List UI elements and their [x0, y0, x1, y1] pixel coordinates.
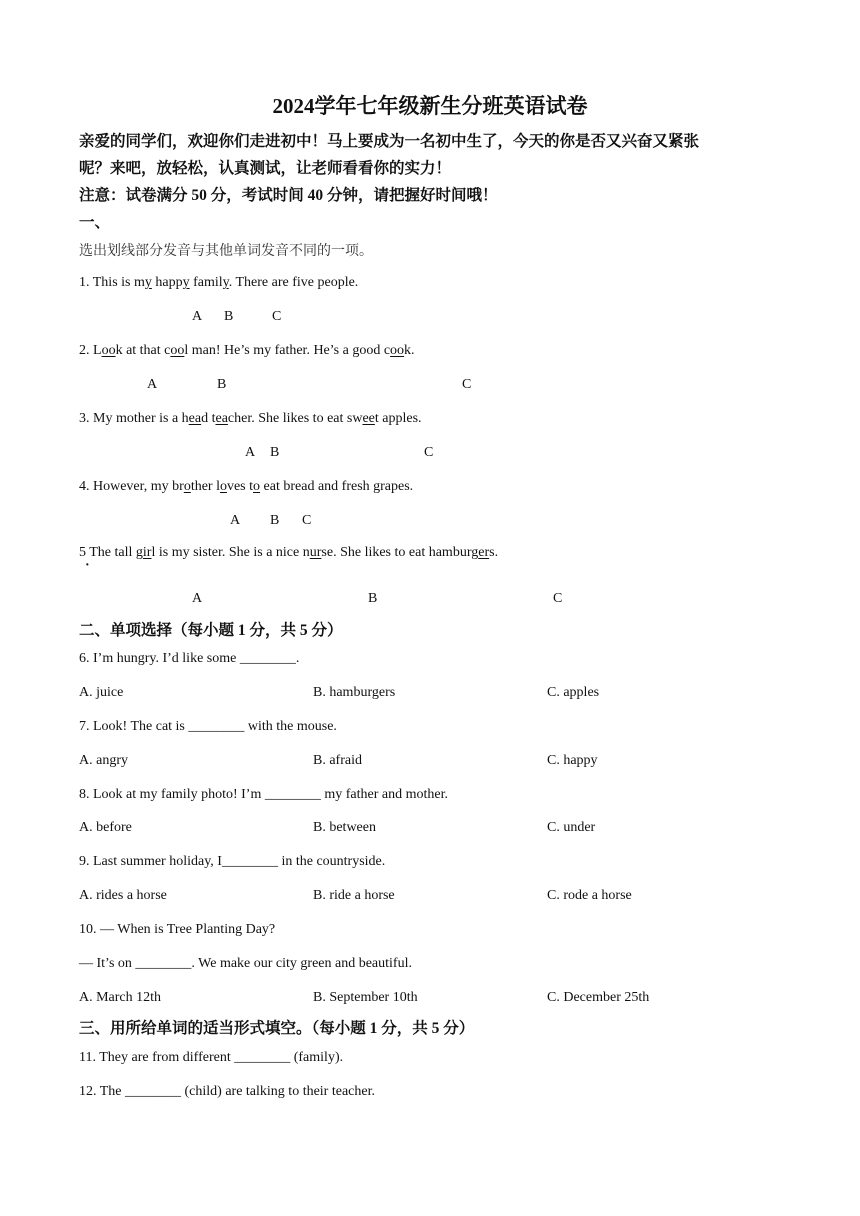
question-5: 5 The tall girl is my sister. She is a nice nurse. She likes to eat hamburgers. — [79, 545, 499, 560]
question-8-stem: 8. Look at my family photo! I’m ________ my father and mother. — [79, 787, 448, 802]
page-title: 2024学年七年级新生分班英语试卷 — [272, 94, 588, 118]
question-4: 4. However, my brother loves to eat bread and fresh grapes. — [79, 479, 414, 494]
section-1-instruction: 选出划线部分发音与其他单词发音不同的一项。 — [79, 244, 373, 259]
q4-label-a: A — [230, 513, 241, 528]
q2-label-c: C — [462, 377, 472, 392]
question-2: 2. Look at that cool man! He’s my father. He’s a good cook. — [79, 343, 415, 358]
q5-label-b: B — [368, 591, 378, 606]
question-8-option-c[interactable]: C. under — [547, 820, 596, 835]
question-7-stem: 7. Look! The cat is ________ with the mouse. — [79, 719, 337, 734]
question-8-option-b[interactable]: B. between — [313, 820, 376, 835]
question-7-option-b[interactable]: B. afraid — [313, 753, 362, 768]
q5-label-c: C — [553, 591, 563, 606]
section-3-heading: 三、用所给单词的适当形式填空。（每小题 1 分，共 5 分） — [79, 1020, 475, 1037]
question-10-stem-1: 10. — When is Tree Planting Day? — [79, 922, 276, 937]
question-10-option-c[interactable]: C. December 25th — [547, 990, 650, 1005]
question-6-option-b[interactable]: B. hamburgers — [313, 685, 396, 700]
question-9-option-c[interactable]: C. rode a horse — [547, 888, 632, 903]
q5-label-a: A — [192, 591, 203, 606]
intro-line-1: 亲爱的同学们，欢迎你们走进初中！马上要成为一名初中生了，今天的你是否又兴奋又紧张 — [79, 133, 700, 150]
q4-label-c: C — [302, 513, 312, 528]
q3-label-a: A — [245, 445, 256, 460]
question-3: 3. My mother is a head teacher. She likes to eat sweet apples. — [79, 411, 422, 426]
question-9-stem: 9. Last summer holiday, I________ in the countryside. — [79, 854, 386, 869]
q3-label-c: C — [424, 445, 434, 460]
q2-label-b: B — [217, 377, 227, 392]
intro-line-2: 呢？来吧，放轻松，认真测试，让老师看看你的实力！ — [79, 160, 452, 177]
question-11: 11. They are from different ________ (family). — [79, 1050, 344, 1065]
intro-line-3: 注意：试卷满分 50 分，考试时间 40 分钟，请把握好时间哦！ — [79, 187, 498, 204]
q1-label-b: B — [224, 309, 234, 324]
question-10-option-b[interactable]: B. September 10th — [313, 990, 418, 1005]
q4-label-b: B — [270, 513, 280, 528]
question-7-option-a[interactable]: A. angry — [79, 753, 128, 768]
q1-label-c: C — [272, 309, 282, 324]
question-6-option-a[interactable]: A. juice — [79, 685, 124, 700]
section-2-heading: 二、单项选择（每小题 1 分，共 5 分） — [79, 622, 343, 639]
q5-dot-mark: · — [85, 558, 90, 573]
section-1-heading: 一、 — [79, 214, 111, 231]
question-1: 1. This is my happy family. There are five people. — [79, 275, 359, 290]
question-7-option-c[interactable]: C. happy — [547, 753, 598, 768]
question-6-option-c[interactable]: C. apples — [547, 685, 600, 700]
question-12: 12. The ________ (child) are talking to their teacher. — [79, 1084, 375, 1099]
question-10-option-a[interactable]: A. March 12th — [79, 990, 162, 1005]
question-6-stem: 6. I’m hungry. I’d like some ________. — [79, 651, 300, 666]
question-9-option-b[interactable]: B. ride a horse — [313, 888, 395, 903]
question-8-option-a[interactable]: A. before — [79, 820, 132, 835]
q3-label-b: B — [270, 445, 280, 460]
question-10-stem-2: — It’s on ________. We make our city green and beautiful. — [79, 956, 412, 971]
q1-label-a: A — [192, 309, 203, 324]
q2-label-a: A — [147, 377, 158, 392]
question-9-option-a[interactable]: A. rides a horse — [79, 888, 167, 903]
